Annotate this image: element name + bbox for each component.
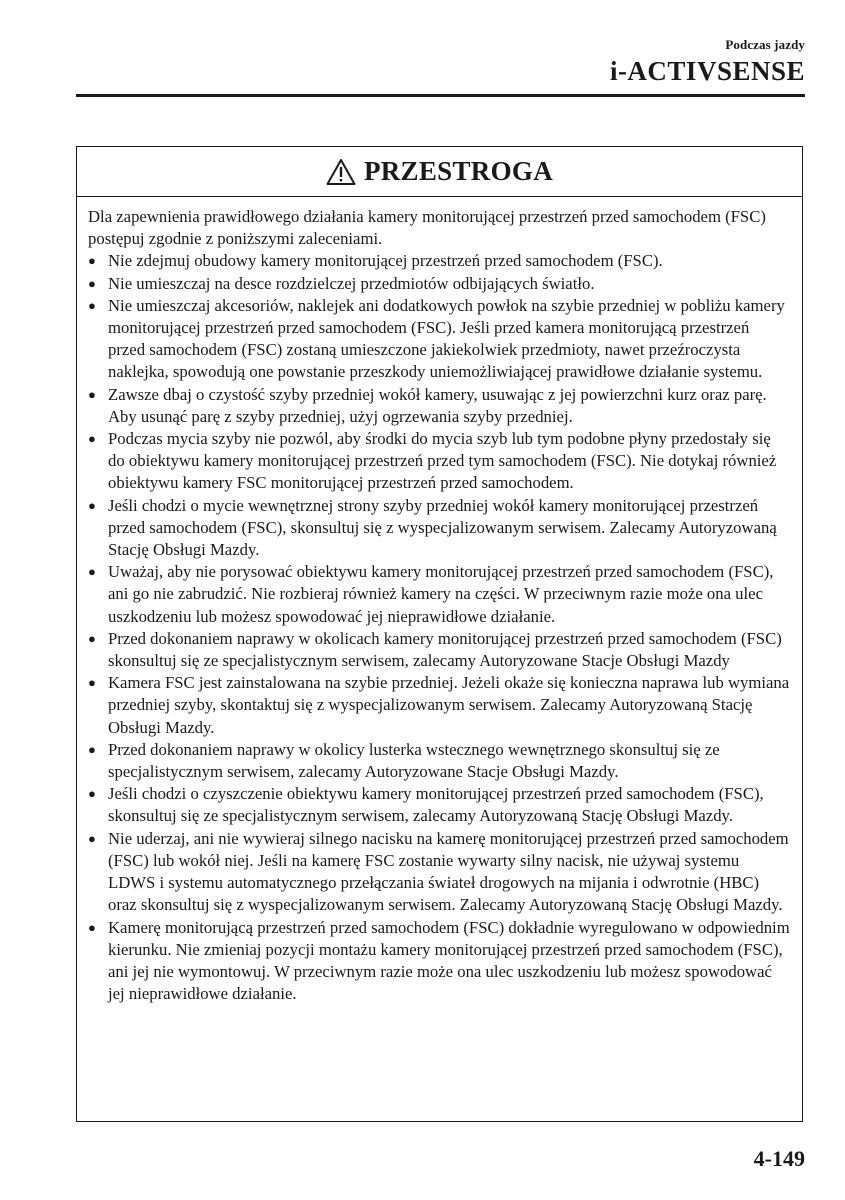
caution-item-text: Kamera FSC jest zainstalowana na szybie przedniej. Jeżeli okaże się konieczna naprawa lub wymiana przedniej szyby, skontaktuj się z wyspecjalizowanym serwisem. Zalecamy Autoryzowaną Stację Obsługi Mazdy. [108, 673, 790, 737]
section-label: Podczas jazdy [725, 37, 805, 52]
caution-item [88, 783, 790, 827]
chapter-title: i-ACTIVSENSE [609, 56, 805, 86]
caution-item [88, 561, 790, 628]
caution-item [88, 250, 790, 272]
caution-item-text: Przed dokonaniem naprawy w okolicach kamery monitorującej przestrzeń przed samochodem (FSC) skonsultuj się ze specjalistycznym serwisem, zalecamy Autoryzowane Stacje Obsługi Mazdy [108, 628, 782, 671]
bullet-icon: ● [88, 386, 96, 402]
bullet-icon: ● [88, 830, 96, 846]
bullet-icon: ● [88, 786, 96, 802]
caution-item-text: Nie umieszczaj akcesoriów, naklejek ani dodatkowych powłok na szybie przedniej w pobliżu kamery monitorującej przestrzeń przed samochodem (FSC). Jeśli przed kamera monitorującą przestrzeń przed samochodem (FSC) zostaną umieszczone jakiekolwiek przedmioty, nawet przeźroczysta naklejka, spowodują one powstanie przeszkody uniemożliwiającej prawidłowe działanie systemu. [108, 295, 785, 382]
caution-item [88, 917, 790, 1006]
bullet-icon: ● [88, 564, 96, 580]
caution-item-text: Podczas mycia szyby nie pozwól, aby środki do mycia szyb lub tym podobne płyny przedostały się do obiektywu kamery monitorującej przestrzeń przed tym samochodem (FSC). Nie dotykaj również obiektywu kamery FSC monitorującej przestrzeń przed samochodem. [108, 429, 777, 493]
warning-triangle-icon [326, 158, 356, 186]
caution-item [88, 295, 790, 384]
caution-item-text: Kamerę monitorującą przestrzeń przed samochodem (FSC) dokładnie wyregulowano w odpowiednim kierunku. Nie zmieniaj pozycji montażu kamery monitorującej przestrzeń przed samochodem (FSC), ani jej nie wymontowuj. W przeciwnym razie może ona ulec uszkodzeniu lub możesz spowodować jej nieprawidłowe działanie. [108, 917, 790, 1004]
caution-item [88, 628, 790, 672]
header-rule [76, 94, 805, 97]
bullet-icon: ● [88, 497, 96, 513]
caution-item [88, 495, 790, 562]
caution-item [88, 672, 790, 739]
caution-item-text: Uważaj, aby nie porysować obiektywu kamery monitorującej przestrzeń przed samochodem (FSC), ani go nie zabrudzić. Nie rozbieraj również kamery na części. W przeciwnym razie może ona ulec uszkodzeniu lub możesz spowodować jej nieprawidłowe działanie. [108, 562, 774, 626]
caution-list [88, 250, 790, 1005]
bullet-icon: ● [88, 275, 96, 291]
caution-item [88, 273, 790, 295]
bullet-icon: ● [88, 253, 96, 269]
page-number: 4-149 [753, 1146, 805, 1171]
caution-box [76, 146, 803, 1122]
bullet-icon: ● [88, 630, 96, 646]
caution-item-text: Zawsze dbaj o czystość szyby przedniej wokół kamery, usuwając z jej powierzchni kurz oraz parę. Aby usunąć parę z szyby przedniej, użyj ogrzewania szyby przedniej. [108, 384, 767, 426]
caution-item [88, 739, 790, 783]
caution-body [77, 197, 802, 1005]
caution-header [77, 147, 802, 197]
caution-title: PRZESTROGA [363, 156, 554, 186]
caution-item [88, 828, 790, 917]
bullet-icon: ● [88, 919, 96, 935]
bullet-icon: ● [88, 431, 96, 447]
caution-item-text: Jeśli chodzi o czyszczenie obiektywu kamery monitorującej przestrzeń przed samochodem (FSC), skonsultuj się ze specjalistycznym serwisem, zalecamy Autoryzowaną Stację Obsługi Mazdy. [108, 784, 764, 826]
bullet-icon: ● [88, 675, 96, 691]
caution-item [88, 384, 790, 428]
caution-intro: Dla zapewnienia prawidłowego działania kamery monitorującej przestrzeń przed samochodem (FSC) postępuj zgodnie z poniższymi zaleceniami. [88, 207, 766, 249]
caution-item [88, 428, 790, 495]
caution-item-text: Nie zdejmuj obudowy kamery monitorującej przestrzeń przed samochodem (FSC). [108, 251, 663, 271]
bullet-icon: ● [88, 297, 96, 313]
caution-item-text: Przed dokonaniem naprawy w okolicy lusterka wstecznego wewnętrznego skonsultuj się ze specjalistycznym serwisem, zalecamy Autoryzowane Stacje Obsługi Mazdy. [108, 739, 720, 782]
caution-item-text: Jeśli chodzi o mycie wewnętrznej strony szyby przedniej wokół kamery monitorującej przestrzeń przed samochodem (FSC), skonsultuj się z wyspecjalizowanym serwisem. Zalecamy Autoryzowaną Stację Obsługi Mazdy. [108, 495, 777, 560]
caution-item-text: Nie umieszczaj na desce rozdzielczej przedmiotów odbijających światło. [108, 273, 595, 293]
bullet-icon: ● [88, 741, 96, 757]
caution-item-text: Nie uderzaj, ani nie wywieraj silnego nacisku na kamerę monitorującej przestrzeń przed samochodem (FSC) lub wokół niej. Jeśli na kamerę FSC zostanie wywarty silny nacisk, nie używaj systemu LDWS i systemu automatycznego przełączania świateł drogowych na mijania i odwrotnie (HBC) oraz skonsultuj się z wyspecjalizowanym serwisem. Zalecamy Autoryzowaną Stację Obsługi Mazdy. [108, 828, 789, 915]
